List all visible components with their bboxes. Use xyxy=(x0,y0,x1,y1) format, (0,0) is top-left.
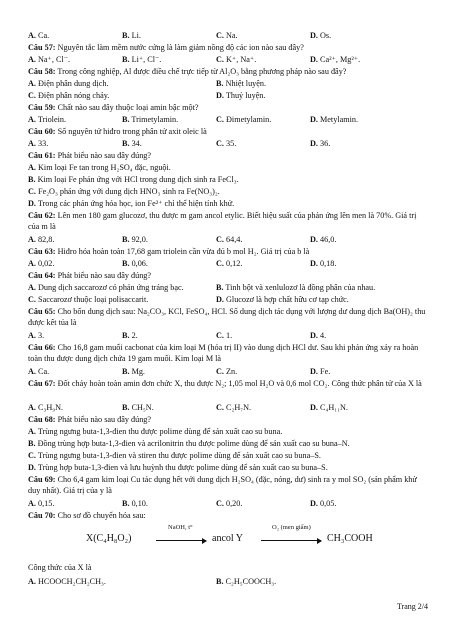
q66-text: Cho 16,8 gam muối cacbonat của kim loại M (hóa trị II) vào dung dịch HCl dư. Sau khi phản ứng xảy ra hoàn toàn thu được dung dịch chứa 19 gam muối. Kim loại M là xyxy=(28,343,419,363)
q61-option-c: C. Fe₂O₃ phản ứng với dung dịch HNO₃ sinh ra Fe(NO₃)₂. xyxy=(28,187,220,196)
q64-number: Câu 64: xyxy=(28,271,56,280)
q57-option-b: B. Li⁺, Cl⁻. xyxy=(122,55,162,64)
q59-options xyxy=(28,114,428,125)
q60-option-c: C. 35. xyxy=(216,139,237,148)
q59-option-a: A. Triolein. xyxy=(28,115,66,124)
q61-text: Phát biểu nào sau đây đúng? xyxy=(55,151,152,160)
q59-number: Câu 59: xyxy=(28,103,56,112)
q63-option-c: C. 0,12. xyxy=(216,259,243,268)
q62-option-c: C. 64,4. xyxy=(216,235,243,244)
q70-text: Cho sơ đồ chuyển hóa sau: xyxy=(55,511,146,520)
q65-option-b: B. 2. xyxy=(122,331,138,340)
q66-option-a: A. Ca. xyxy=(28,367,50,376)
q63-option-b: B. 0,06. xyxy=(122,259,148,268)
q68-option-a: A. Trùng ngưng buta-1,3-đien thu được polime dùng để sản xuất cao su buna. xyxy=(28,427,283,436)
q69-option-a: A. 0,15. xyxy=(28,499,55,508)
q65-stem xyxy=(28,306,428,328)
scheme-end: CH₃COOH xyxy=(327,533,373,544)
q68-number: Câu 68: xyxy=(28,415,56,424)
q64-options-row2 xyxy=(28,294,428,305)
q58-options-row1 xyxy=(28,78,428,89)
q68-option-d: D. Trùng hợp buta-1,3-đien và lưu huỳnh thu được polime dùng để sản xuất cao su buna–S. xyxy=(28,463,328,472)
q61-option-a: A. Kim loại Fe tan trong H₂SO₄ đặc, nguội. xyxy=(28,163,171,172)
q67-options xyxy=(28,402,428,413)
q66-options xyxy=(28,366,428,377)
q70-option-b: B. C₂H₅COOCH₃. xyxy=(216,577,277,586)
q69-option-d: D. 0,05. xyxy=(310,499,337,508)
q65-option-c: C. 1. xyxy=(216,331,233,340)
q67-text: Đốt cháy hoàn toàn amin đơn chức X, thu được N₂; 1,05 mol H₂O và 0,6 mol CO₂. Công thức phân tử của X là xyxy=(55,379,422,388)
q62-options xyxy=(28,234,428,245)
q63-stem xyxy=(28,246,428,257)
q56-option-c: C. Na. xyxy=(216,31,238,40)
scheme-start: X(C₄H₈O₂) xyxy=(86,533,132,544)
q64-option-b: B. Tinh bột và xenlulozơ là đồng phân của nhau. xyxy=(216,283,376,292)
q56-option-d: D. Os. xyxy=(310,31,332,40)
q64-option-a: A. Dung dịch saccarozơ có phản ứng tráng bạc. xyxy=(28,283,184,292)
q69-option-c: C. 0,20. xyxy=(216,499,243,508)
q67-stem xyxy=(28,378,428,389)
q69-option-b: B. 0,10. xyxy=(122,499,148,508)
q66-option-d: D. Fe. xyxy=(310,367,331,376)
q59-option-c: C. Đimetylamin. xyxy=(216,115,272,124)
q60-text: Số nguyên tử hiđro trong phân tử axit oleic là xyxy=(55,127,207,136)
q60-stem xyxy=(28,126,428,137)
q57-text: Nguyên tắc làm mềm nước cứng là làm giảm nồng độ các ion nào sau đây? xyxy=(55,43,304,52)
q56-option-a: A. Ca. xyxy=(28,31,50,40)
q67-option-a: A. C₃H₉N. xyxy=(28,403,64,412)
q56-options xyxy=(28,30,428,41)
q62-option-b: B. 92,0. xyxy=(122,235,148,244)
q58-option-a: A. Điện phân dung dịch. xyxy=(28,79,109,88)
q67-option-b: B. CH₅N. xyxy=(122,403,154,412)
q62-number: Câu 62: xyxy=(28,211,56,220)
q69-number: Câu 69: xyxy=(28,475,56,484)
q58-number: Câu 58: xyxy=(28,67,56,76)
q62-option-d: D. 46,0. xyxy=(310,235,337,244)
q64-option-d: D. Glucozơ là hợp chất hữu cơ tạp chức. xyxy=(216,295,349,304)
q61-number: Câu 61: xyxy=(28,151,56,160)
q59-text: Chất nào sau đây thuộc loại amin bậc một? xyxy=(55,103,199,112)
q66-option-c: C. Zn. xyxy=(216,367,238,376)
q63-options xyxy=(28,258,428,269)
q64-option-c: C. Saccarozơ thuộc loại polisaccarit. xyxy=(28,295,149,304)
q58-option-b: B. Nhiệt luyện. xyxy=(216,79,267,88)
q60-option-d: D. 36. xyxy=(310,139,331,148)
q66-number: Câu 66: xyxy=(28,343,56,352)
q69-text: Cho 6,4 gam kim loại Cu tác dụng hết với dung dịch H₂SO₄ (đặc, nóng, dư) sinh ra y mol SO₂ (sản phẩm khử duy nhất). Giá trị của y là xyxy=(28,475,417,495)
q60-option-b: B. 34. xyxy=(122,139,142,148)
q60-option-a: A. 33. xyxy=(28,139,49,148)
q66-option-b: B. Mg. xyxy=(122,367,145,376)
q70-number: Câu 70: xyxy=(28,511,56,520)
q67-option-c: C. C₂H₇N. xyxy=(216,403,252,412)
q57-option-a: A. Na⁺, Cl⁻. xyxy=(28,55,71,64)
q70-stem xyxy=(28,510,428,521)
scheme-arrow-1 xyxy=(156,540,206,541)
q68-stem xyxy=(28,414,428,425)
q61-stem xyxy=(28,150,428,161)
q70-option-a: A. HCOOCH₂CH₂CH₃. xyxy=(28,577,106,586)
scheme-condition-2: O₂ (men giấm) xyxy=(272,524,311,531)
q56-option-b: B. Li. xyxy=(122,31,141,40)
q63-number: Câu 63: xyxy=(28,247,56,256)
q58-stem xyxy=(28,66,428,77)
q57-option-c: C. K⁺, Na⁺. xyxy=(216,55,257,64)
q68-text: Phát biểu nào sau đây đúng? xyxy=(55,415,152,424)
q57-option-d: D. Ca²⁺, Mg²⁺. xyxy=(310,55,361,64)
q62-text: Lên men 180 gam glucozơ, thu được m gam ancol etylic. Biết hiệu suất của phản ứng lên men là 70%. Giá trị của m là xyxy=(28,211,417,231)
scheme-middle: ancol Y xyxy=(212,533,244,544)
q57-number: Câu 57: xyxy=(28,43,56,52)
q62-option-a: A. 82,8. xyxy=(28,235,55,244)
q68-option-b: B. Đồng trùng hợp buta-1,3-đien và acrilonitrin thu được polime dùng để sản xuất cao su buna–N. xyxy=(28,439,350,448)
q69-options xyxy=(28,498,428,509)
q64-text: Phát biểu nào sau đây đúng? xyxy=(55,271,152,280)
scheme-arrow-2 xyxy=(261,540,321,541)
q61-option-b: B. Kim loại Fe phản ứng với HCl trong dung dịch sinh ra FeCl₃. xyxy=(28,175,239,184)
q59-option-d: D. Metylamin. xyxy=(310,115,358,124)
q57-stem xyxy=(28,42,428,53)
q60-number: Câu 60: xyxy=(28,127,56,136)
q69-stem xyxy=(28,474,428,496)
q65-option-d: D. 4. xyxy=(310,331,327,340)
q59-option-b: B. Trimetylamin. xyxy=(122,115,179,124)
q58-option-c: C. Điện phân nóng chảy. xyxy=(28,91,110,100)
q65-options xyxy=(28,330,428,341)
q58-option-d: D. Thuỷ luyện. xyxy=(216,91,266,100)
scheme-condition-1: NaOH, t° xyxy=(168,524,193,531)
q67-option-d: D. C₄H₁₁N. xyxy=(310,403,348,412)
q68-option-c: C. Trùng ngưng buta-1,3-đien và stiren thu được polime dùng để sản xuất cao su buna–S. xyxy=(28,451,321,460)
q59-stem xyxy=(28,102,428,113)
q61-option-d: D. Trong các phản ứng hóa học, ion Fe²⁺ chỉ thể hiện tính khử. xyxy=(28,199,235,208)
q58-text: Trong công nghiệp, Al được điều chế trực tiếp từ Al₂O₃ bằng phương pháp nào sau đây? xyxy=(55,67,347,76)
page-number: Trang 2/4 xyxy=(396,602,428,611)
q64-stem xyxy=(28,270,428,281)
q63-text: Hiđro hóa hoàn toàn 17,68 gam triolein cần vừa đủ b mol H₂. Giá trị của b là xyxy=(55,247,310,256)
q63-option-a: A. 0,02. xyxy=(28,259,55,268)
q64-options-row1 xyxy=(28,282,428,293)
q67-number: Câu 67: xyxy=(28,379,56,388)
conversion-scheme xyxy=(86,524,373,550)
q57-options xyxy=(28,54,428,65)
q70-tail: Công thức của X là xyxy=(28,563,92,572)
q60-options xyxy=(28,138,428,149)
q63-option-d: D. 0,18. xyxy=(310,259,337,268)
q65-option-a: A. 3. xyxy=(28,331,45,340)
q62-stem xyxy=(28,210,428,232)
q70-options xyxy=(28,576,428,587)
q66-stem xyxy=(28,342,428,364)
q58-options-row2 xyxy=(28,90,428,101)
q65-number: Câu 65: xyxy=(28,307,56,316)
q65-text: Cho bốn dung dịch sau: Na₂CO₃, KCl, FeSO₄, HCl. Số dung dịch tác dụng với lượng dư dung dịch Ba(OH)₂ thu được kết tủa là xyxy=(28,307,426,327)
